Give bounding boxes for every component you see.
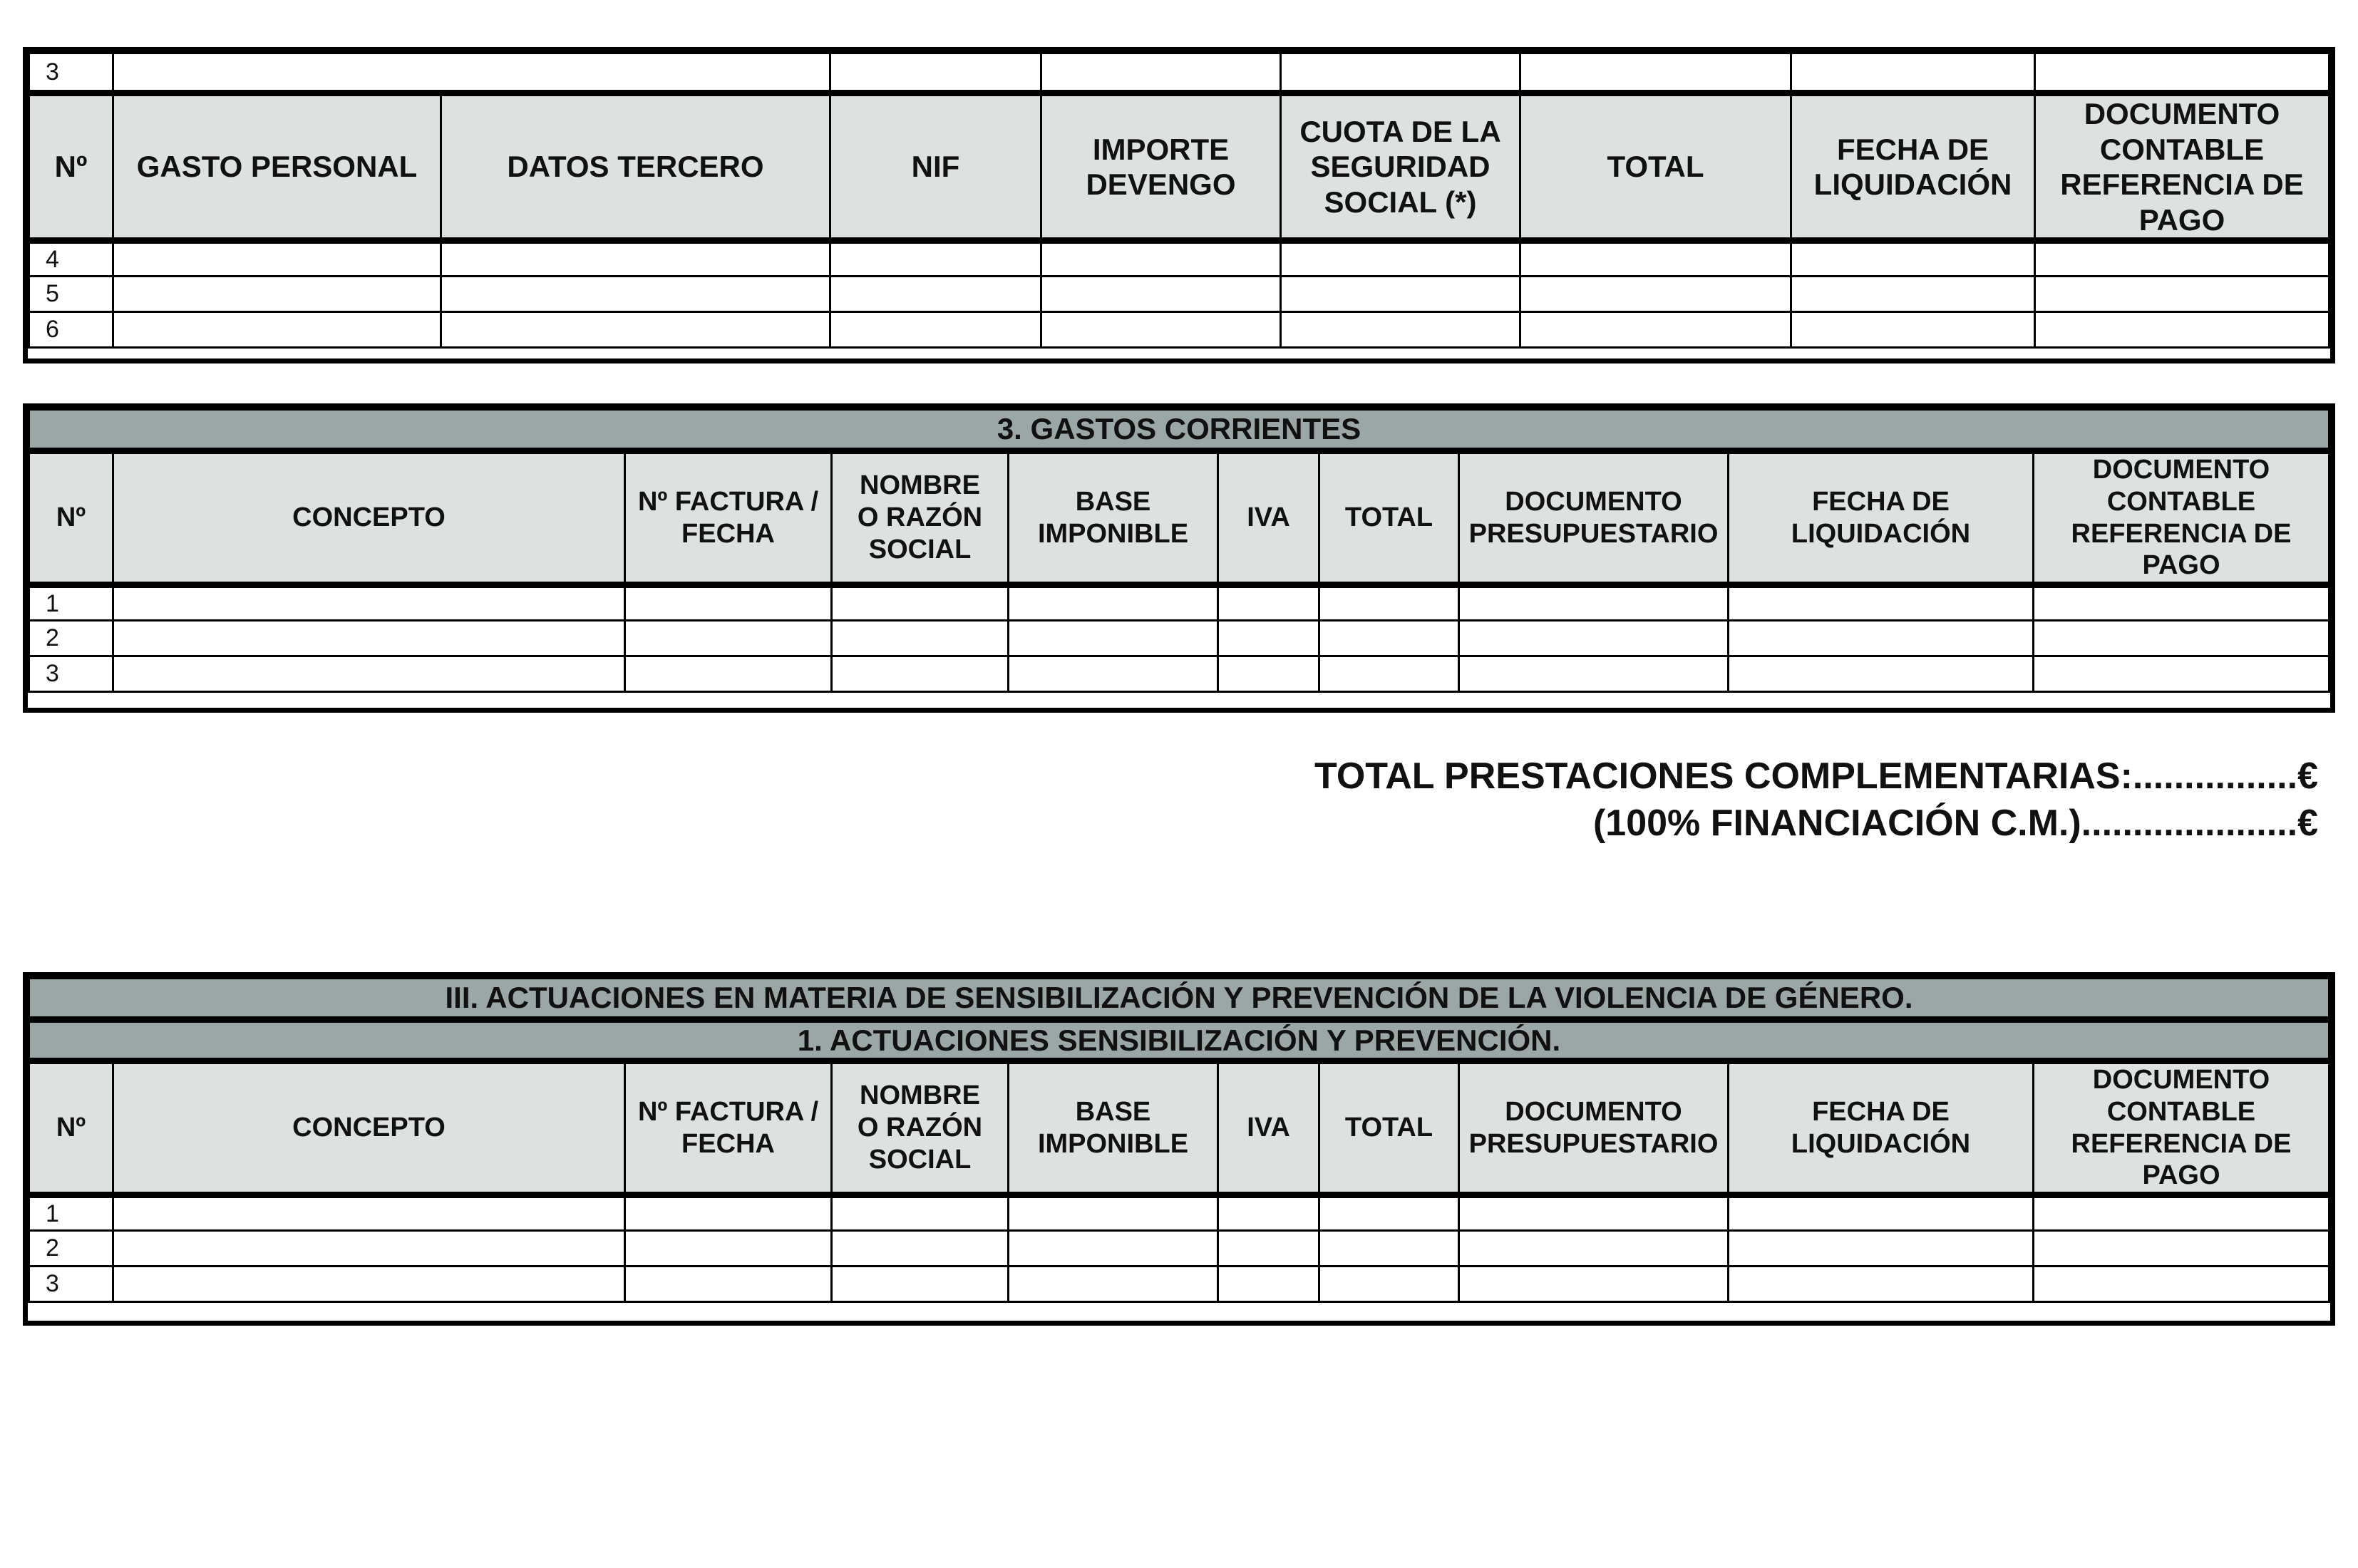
cell[interactable] (1729, 1267, 2034, 1302)
cell[interactable] (1459, 1195, 1729, 1231)
header-cuota-seguridad-social: CUOTA DE LA SEGURIDAD SOCIAL (*) (1281, 93, 1520, 241)
header-factura-fecha: Nº FACTURA / FECHA (625, 451, 832, 585)
table-row (29, 277, 2329, 312)
row-index: 5 (29, 277, 113, 312)
header-fecha-liquidacion: FECHA DE LIQUIDACIÓN (1791, 93, 2035, 241)
header-total: TOTAL (1319, 451, 1459, 585)
header-documento-contable: DOCUMENTO CONTABLE REFERENCIA DE PAGO (2035, 93, 2329, 241)
cell[interactable] (113, 241, 441, 277)
header-documento-presupuestario: DOCUMENTO PRESUPUESTARIO (1459, 1061, 1729, 1195)
cell[interactable] (830, 277, 1041, 312)
cell[interactable] (625, 1267, 832, 1302)
header-importe-devengo: IMPORTE DEVENGO (1041, 93, 1281, 241)
cell[interactable] (1009, 656, 1218, 692)
cell[interactable] (1459, 656, 1729, 692)
cell[interactable] (2035, 277, 2329, 312)
total-prestaciones-line: TOTAL PRESTACIONES COMPLEMENTARIAS:................€ (1314, 755, 2318, 797)
cell[interactable] (441, 241, 830, 277)
header-iva: IVA (1218, 1061, 1319, 1195)
header-row (29, 93, 2329, 241)
cell[interactable] (2034, 656, 2329, 692)
cell[interactable] (2034, 1195, 2329, 1231)
table-row (29, 241, 2329, 277)
cell[interactable] (1459, 1267, 1729, 1302)
cell[interactable] (1281, 53, 1520, 93)
cell[interactable] (832, 1267, 1009, 1302)
table-row (29, 312, 2329, 348)
cell[interactable] (1791, 53, 2035, 93)
cell[interactable] (1218, 1195, 1319, 1231)
section-main-title: III. ACTUACIONES EN MATERIA DE SENSIBILIZACIÓN Y PREVENCIÓN DE LA VIOLENCIA DE GÉNERO. (29, 979, 2329, 1020)
cell[interactable] (625, 585, 832, 621)
section-subtitle: 1. ACTUACIONES SENSIBILIZACIÓN Y PREVENCIÓN. (29, 1020, 2329, 1061)
totals-block (1314, 753, 2318, 847)
header-nif: NIF (830, 93, 1041, 241)
cell[interactable] (830, 312, 1041, 348)
header-documento-contable: DOCUMENTO CONTABLE REFERENCIA DE PAGO (2034, 1061, 2329, 1195)
cell[interactable] (1520, 312, 1791, 348)
cell[interactable] (1218, 1267, 1319, 1302)
cell[interactable] (625, 1231, 832, 1267)
header-num: Nº (29, 93, 113, 241)
row-index: 3 (29, 53, 113, 93)
personal-expenses-table (23, 47, 2335, 363)
row-index: 6 (29, 312, 113, 348)
header-num: Nº (29, 1061, 113, 1195)
header-gasto-personal: GASTO PERSONAL (113, 93, 441, 241)
header-documento-presupuestario: DOCUMENTO PRESUPUESTARIO (1459, 451, 1729, 585)
header-fecha-liquidacion: FECHA DE LIQUIDACIÓN (1729, 1061, 2034, 1195)
cell[interactable] (1520, 277, 1791, 312)
header-datos-tercero: DATOS TERCERO (441, 93, 830, 241)
cell[interactable] (625, 621, 832, 656)
section-subtitle-row (29, 1020, 2329, 1061)
cell[interactable] (1791, 277, 2035, 312)
table-row (29, 585, 2329, 621)
cell[interactable] (1791, 241, 2035, 277)
cell[interactable] (830, 53, 1041, 93)
cell[interactable] (2034, 585, 2329, 621)
section-title-row (29, 410, 2329, 451)
cell[interactable] (1281, 241, 1520, 277)
cell[interactable] (832, 585, 1009, 621)
section-title-row (29, 979, 2329, 1020)
cell[interactable] (1041, 277, 1281, 312)
cell[interactable] (1009, 1267, 1218, 1302)
header-documento-contable: DOCUMENTO CONTABLE REFERENCIA DE PAGO (2034, 451, 2329, 585)
header-nombre-razon-social: NOMBRE O RAZÓN SOCIAL (832, 1061, 1009, 1195)
cell[interactable] (1319, 1195, 1459, 1231)
cell[interactable] (1218, 1231, 1319, 1267)
cell[interactable] (441, 277, 830, 312)
row-index: 3 (29, 1267, 113, 1302)
cell[interactable] (1319, 1267, 1459, 1302)
row-index: 2 (29, 621, 113, 656)
cell[interactable] (2034, 1267, 2329, 1302)
cell[interactable] (1041, 312, 1281, 348)
cell[interactable] (1319, 621, 1459, 656)
cell[interactable] (1041, 241, 1281, 277)
table-row (29, 1267, 2329, 1302)
header-row (29, 451, 2329, 585)
cell[interactable] (441, 312, 830, 348)
cell[interactable] (1319, 656, 1459, 692)
cell[interactable] (1729, 1195, 2034, 1231)
cell[interactable] (1459, 621, 1729, 656)
header-concepto: CONCEPTO (113, 451, 625, 585)
header-fecha-liquidacion: FECHA DE LIQUIDACIÓN (1729, 451, 2034, 585)
row-index: 4 (29, 241, 113, 277)
cell[interactable] (113, 312, 441, 348)
cell[interactable] (2035, 241, 2329, 277)
cell[interactable] (113, 277, 441, 312)
cell[interactable] (1281, 312, 1520, 348)
cell[interactable] (2034, 1231, 2329, 1267)
cell[interactable] (1319, 1231, 1459, 1267)
cell[interactable] (1729, 585, 2034, 621)
cell[interactable] (832, 1231, 1009, 1267)
header-total: TOTAL (1319, 1061, 1459, 1195)
cell[interactable] (1520, 53, 1791, 93)
row-index: 1 (29, 1195, 113, 1231)
current-expenses-table (23, 403, 2335, 713)
cell[interactable] (113, 53, 830, 93)
cell[interactable] (832, 1195, 1009, 1231)
cell[interactable] (625, 656, 832, 692)
header-row (29, 1061, 2329, 1195)
cell[interactable] (113, 1195, 625, 1231)
cell[interactable] (832, 621, 1009, 656)
header-factura-fecha: Nº FACTURA / FECHA (625, 1061, 832, 1195)
cell[interactable] (1729, 1231, 2034, 1267)
cell[interactable] (113, 621, 625, 656)
table-row (29, 1195, 2329, 1231)
cell[interactable] (832, 656, 1009, 692)
cell[interactable] (1281, 277, 1520, 312)
header-num: Nº (29, 451, 113, 585)
cell[interactable] (1459, 1231, 1729, 1267)
cell[interactable] (1041, 53, 1281, 93)
row-index: 1 (29, 585, 113, 621)
financiacion-line: (100% FINANCIACIÓN C.M.).....................€ (1592, 803, 2318, 844)
table-row (29, 656, 2329, 692)
cell[interactable] (1218, 656, 1319, 692)
table-row (29, 621, 2329, 656)
cell[interactable] (2034, 621, 2329, 656)
row-index: 3 (29, 656, 113, 692)
cell[interactable] (113, 656, 625, 692)
cell[interactable] (2035, 53, 2329, 93)
cell[interactable] (1009, 621, 1218, 656)
cell[interactable] (1791, 312, 2035, 348)
cell[interactable] (625, 1195, 832, 1231)
cell[interactable] (1009, 585, 1218, 621)
cell[interactable] (1729, 656, 2034, 692)
cell[interactable] (1009, 1231, 1218, 1267)
section-title: 3. GASTOS CORRIENTES (29, 410, 2329, 451)
cell[interactable] (1009, 1195, 1218, 1231)
header-concepto: CONCEPTO (113, 1061, 625, 1195)
cell[interactable] (1319, 585, 1459, 621)
cell[interactable] (2035, 312, 2329, 348)
header-nombre-razon-social: NOMBRE O RAZÓN SOCIAL (832, 451, 1009, 585)
cell[interactable] (1459, 585, 1729, 621)
table-row (29, 1231, 2329, 1267)
cell[interactable] (830, 241, 1041, 277)
cell[interactable] (1729, 621, 2034, 656)
header-total: TOTAL (1520, 93, 1791, 241)
cell[interactable] (113, 1231, 625, 1267)
header-base-imponible: BASE IMPONIBLE (1009, 451, 1218, 585)
awareness-actions-table (23, 972, 2335, 1326)
cell[interactable] (1218, 621, 1319, 656)
cell[interactable] (1218, 585, 1319, 621)
table-row (29, 53, 2329, 93)
cell[interactable] (113, 1267, 625, 1302)
cell[interactable] (113, 585, 625, 621)
header-base-imponible: BASE IMPONIBLE (1009, 1061, 1218, 1195)
header-iva: IVA (1218, 451, 1319, 585)
row-index: 2 (29, 1231, 113, 1267)
cell[interactable] (1520, 241, 1791, 277)
